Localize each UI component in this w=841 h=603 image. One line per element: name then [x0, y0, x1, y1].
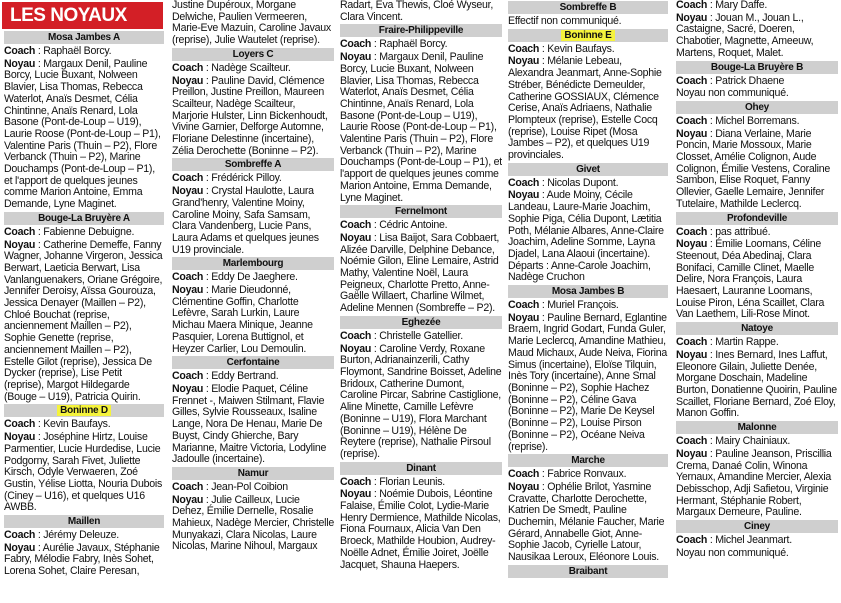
- team-name: Profondeville: [726, 212, 788, 224]
- coach-name: Martin Rappe.: [715, 336, 779, 349]
- coach-label: Coach: [172, 480, 204, 493]
- noyau-label: Noyau: [676, 238, 708, 251]
- noyau-label: Noyau: [4, 541, 36, 554]
- noyau-label: Noyau: [340, 231, 372, 244]
- team-header: [676, 520, 838, 533]
- coach-label: Coach: [340, 475, 372, 488]
- coach-name: Cédric Antoine.: [379, 219, 448, 232]
- noyau-line: Noyau : Crystal Haulotte, Laura Grand'henry, Valentine Moiny, Caroline Moiny, Safa Samsam, Clara Vandenberg, Lucie Pans, Laura Adams et quelques jeunes U19 provinciale.: [172, 185, 319, 256]
- noyau-list: Pauline Bernard, Eglantine Braem, Ingrid Godart, Funda Guler, Marie Leclercq, Amandine Mathieu, Maud Michaux, Aude Neiva, Fiorina Simus (incertaine), Eloïse Tilquin, Inès Tory (incertaine), Anne Smal (Boninne – P2), Sophie Hachez (Boninne – P2), Céline Gava (Boninne – P2), Marie De Keysel (Boninne – P2), Louise Pirson (Boninne – P2), Océane Neiva (reprise).: [508, 311, 667, 453]
- coach-label: Coach: [676, 534, 708, 547]
- noyau-line: Noyau : Pauline Jeanson, Priscillia Crema, Danaé Colin, Winona Yernaux, Amandine Mercier, Alexia Debisschop, Adji Safietou, Virginie Hermant, Stéphanie Robert, Margaux Demeure, Pauline.: [676, 447, 832, 519]
- team-header: [508, 163, 668, 176]
- team-header: [676, 101, 838, 114]
- team-header: [676, 322, 838, 335]
- coach-name: Jérémy Deleuze.: [43, 529, 119, 542]
- coach-name: Florian Leunis.: [379, 475, 445, 488]
- team-header: [340, 462, 502, 475]
- noyau-line: Noyau : Émilie Loomans, Céline Steenout, Déa Abedinaj, Clara Bonifaci, Camille Clinet, Maelle Delire, Nora François, Laura Haesaert, Lauranne Loomans, Louise Piron, Léna Scaillet, Clara Van Laethem, Lili-Rose Minot.: [676, 238, 825, 321]
- team-name: Ciney: [744, 521, 770, 533]
- team-header: [508, 285, 668, 298]
- noyau-label: Noyau: [4, 238, 36, 251]
- coach-label: Coach: [676, 0, 708, 11]
- coach-line: Coach : Fabienne Debuigne.: [4, 225, 135, 238]
- noyau-line: Noyau : Julie Cailleux, Lucie Dehez, Émilie Dernelle, Rosalie Mahieux, Nadège Mercier, Christelle Munyakazi, Clara Nicolas, Laure Nicolas, Marine Nihoul, Margaux: [172, 493, 334, 553]
- coach-name: Kevin Baufays.: [547, 42, 615, 55]
- noyau-note: Noyau non communiqué.: [676, 87, 789, 100]
- coach-label: Coach: [508, 42, 540, 55]
- team-name: Marlembourg: [222, 258, 284, 270]
- coach-label: Coach: [340, 38, 372, 51]
- coach-label: Coach: [508, 299, 540, 312]
- team-name: Sombreffe B: [559, 2, 617, 13]
- noyau-list: Joséphine Hirtz, Louise Parmentier, Lucie Hurdedise, Lucie Podgorny, Sarah Fivet, Juliette Kirsch, Odyle Verwaeren, Zoé Gustin, Yélise Liotta, Nouria Dubois (Ciney – U16), et quelques U16 AWBB.: [4, 431, 163, 514]
- team-name: Namur: [237, 467, 269, 479]
- coach-label: Coach: [4, 45, 36, 57]
- noyau-list: Aurélie Javaux, Stéphanie Fabry, Mélodie Fabry, Inès Sohet, Lorena Sohet, Claire Peresan,: [4, 541, 160, 578]
- team-name: Eghezée: [401, 316, 441, 328]
- noyau-line: Noyau : Margaux Denil, Pauline Borcy, Lucie Buxant, Nolween Blavier, Lisa Thomas, Rebecca Waterlot, Anaïs Desmet, Célia Chintinne, Anaïs Renard, Lola Basone (Pont-de-Loup – U19), Laurie Roose (Pont-de-Loup – P1), Valentine Paris (Thuin – P2), Flore Verbanck (Thuin – P2), Marine Douchamps (Pont-de-Loup – P1), et l'apport de quelques jeunes comme Marion Antoine, Emma Demande, Lyne Maginet.: [340, 51, 502, 204]
- continued-text: Justine Dupéroux, Morgane Delwiche, Paulien Vermeeren, Marie-Eve Mazuin, Caroline Javaux (reprise), Julie Wautelet (reprise).: [172, 0, 331, 47]
- noyau-label: Noyau: [172, 185, 204, 198]
- team-name: Sombreffe A: [224, 159, 282, 171]
- coach-line: Coach : Kevin Baufays.: [4, 418, 111, 431]
- team-name: Malonne: [737, 422, 777, 434]
- noyau-label: Noyau: [676, 11, 708, 24]
- coach-name: pas attribué.: [715, 225, 771, 238]
- noyau-line: Noyau : Margaux Denil, Pauline Borcy, Lucie Buxant, Nolween Blavier, Lisa Thomas, Rebecca Waterlot, Anaïs Desmet, Célia Chintinne, Anaïs Renard, Lola Basone (Pont-de-Loup – U19), Laurie Roose (Pont-de-Loup – P1), Valentine Paris (Thuin – P2), Flore Verbanck (Thuin – P2), Marine Douchamps (Pont-de-Loup – P1), et l'apport de quelques jeunes comme Marion Antoine, Emma Demande, Lyne Maginet.: [4, 57, 161, 211]
- coach-label: Coach: [4, 529, 36, 542]
- team-header: [508, 454, 668, 467]
- team-header: [4, 212, 164, 225]
- team-header: [676, 212, 838, 225]
- coach-name: Kevin Baufays.: [43, 418, 111, 431]
- page-title: LES NOYAUX: [2, 2, 163, 29]
- team-name: Mosa Jambes A: [48, 32, 120, 43]
- coach-name: Eddy Bertrand.: [211, 370, 279, 383]
- coach-label: Coach: [676, 225, 708, 238]
- coach-label: Coach: [508, 176, 540, 189]
- team-header: [508, 565, 668, 578]
- noyau-line: Noyau : Pauline David, Clémence Preillon, Justine Preillon, Maureen Scailteur, Nadège Scailteur, Marjorie Hulster, Linn Bickenhoudt, Vivine Garnier, Delforge Automne, Floriane Delestinne (incertaine), Zélia Derochette (Boninne – P2).: [172, 74, 328, 157]
- noyau-line: Noyau : Catherine Demeffe, Fanny Wagner, Johanne Virgeron, Jessica Berwart, Laeticia Berwart, Lisa Vanlanguenakers, Oriane Grégoire, Jennifer Deroisy, Aïssa Gourouza, Jessica Denayer (Maillen – P2), Chloé Bouchat (reprise, anciennement Maillen – P2), Sophie Genette (reprise, anciennement Maillen – P2), Estelle Gilot (reprise), Jessica De Dycker (reprise), Lise Petit (reprise), Margot Hildegarde (Bouge – U19), Patricia Quirin.: [4, 238, 163, 403]
- team-name: Braibant: [568, 565, 608, 577]
- noyau-label: Noyau: [508, 480, 540, 493]
- coach-line: Coach : Michel Borremans.: [676, 114, 800, 127]
- noyau-label: Noyau: [676, 447, 708, 460]
- coach-label: Coach: [340, 219, 372, 232]
- noyau-list: Julie Cailleux, Lucie Dehez, Émilie Dernelle, Rosalie Mahieux, Nadège Mercier, Christelle Munyakazi, Clara Nicolas, Laure Nicolas, Marine Nihoul, Margaux: [172, 493, 334, 553]
- coach-name: Michel Jeanmart.: [715, 534, 792, 547]
- noyau-line: Noyau : Joséphine Hirtz, Louise Parmentier, Lucie Hurdedise, Lucie Podgorny, Sarah Fivet, Juliette Kirsch, Odyle Verwaeren, Zoé Gustin, Yélise Liotta, Nouria Dubois (Ciney – U16), et quelques U16 AWBB.: [4, 431, 163, 514]
- noyau-list: Aude Moiny, Cécile Landeau, Laure-Marie Joachim, Sophie Piga, Célia Dupont, Lætitia Poth, Mélanie Albares, Anne-Claire Joachim, Adeline Somme, Layna Djadel, Lana Alaoui (incertaine). Départs : Anne-Carole Joachim, Nadège Cruchon: [508, 189, 664, 284]
- coach-line: Coach : Eddy De Jaeghere.: [172, 271, 298, 284]
- team-name: Fraire-Philippeville: [378, 25, 464, 37]
- coach-line: Coach : Patrick Dhaene: [676, 74, 785, 87]
- noyau-list: Noémie Dubois, Léontine Falaise, Émilie Colot, Lydie-Marie Henry Dermience, Mathilde Nicolas, Fiona Fournaux, Alicia Van Den Broeck, Mathilde Houbion, Audrey-Noëlle Adnet, Émilie Joiret, Joëlle Jacquet, Shauna Haepers.: [340, 488, 501, 571]
- coach-line: Coach : Mary Daffe.: [676, 0, 768, 11]
- team-name: Loyers C: [232, 48, 274, 60]
- team-name: Mosa Jambes B: [551, 286, 625, 298]
- noyau-list: Émilie Loomans, Céline Steenout, Déa Abedinaj, Clara Bonifaci, Camille Clinet, Maelle Delire, Nora François, Laura Haesaert, Lauranne Loomans, Louise Piron, Léna Scaillet, Clara Van Laethem, Lili-Rose Minot.: [676, 238, 825, 321]
- team-name: Marche: [571, 455, 605, 467]
- team-header: [172, 356, 334, 369]
- noyau-list: Pauline Jeanson, Priscillia Crema, Danaé Colin, Winona Yernaux, Amandine Mercier, Alexia Debisschop, Adji Safietou, Virginie Hermant, Stéphanie Robert, Margaux Demeure, Pauline.: [676, 447, 832, 519]
- coach-name: Mairy Chainiaux.: [715, 435, 791, 448]
- team-name: Fernelmont: [395, 206, 447, 218]
- coach-label: Coach: [172, 172, 204, 185]
- noyau-label: Noyau: [340, 488, 372, 501]
- noyau-line: Noyau : Elodie Paquet, Céline Frennet -, Maiwen Stilmant, Flavie Gilles, Sylvie Rousseaux, Isaline Lange, Nora De Henau, Marie De Buyst, Cindy Ghierche, Bary Marianne, Maitre Victoria, Lodyline Jadoulle (incertaine).: [172, 382, 327, 466]
- noyau-line: Noyau : Aude Moiny, Cécile Landeau, Laure-Marie Joachim, Sophie Piga, Célia Dupont, Lætitia Poth, Mélanie Albares, Anne-Claire Joachim, Adeline Somme, Layna Djadel, Lana Alaoui (incertaine). Départs : Anne-Carole Joachim, Nadège Cruchon: [508, 189, 664, 284]
- team-name: Maillen: [67, 516, 101, 528]
- coach-name: Jean-Pol Coibion: [211, 480, 288, 493]
- coach-name: Muriel François.: [547, 299, 619, 312]
- coach-name: Eddy De Jaeghere.: [211, 271, 298, 284]
- noyau-list: Margaux Denil, Pauline Borcy, Lucie Buxant, Nolween Blavier, Lisa Thomas, Rebecca Waterlot, Anaïs Desmet, Célia Chintinne, Anaïs Renard, Lola Basone (Pont-de-Loup – U19), Laurie Roose (Pont-de-Loup – P1), Valentine Paris (Thuin – P2), Flore Verbanck (Thuin – P2), Marine Douchamps (Pont-de-Loup – P1), et l'apport de quelques jeunes comme Marion Antoine, Emma Demande, Lyne Maginet.: [340, 51, 502, 204]
- team-header: [4, 515, 164, 528]
- coach-name: Fabrice Ronvaux.: [547, 468, 627, 481]
- noyau-line: Noyau : Caroline Verdy, Roxane Burton, Adrianainzerili, Cathy Floymont, Sandrine Boisset, Adeline Bridoux, Catherine Dumont, Caroline Pircar, Sabrine Castiglione, Aline Minette, Camille Lefèvre (Boninne – U19), Flora Marchant (Boninne – U19), Hélène De Reytere (reprise), Nathalie Pirsoul (reprise).: [340, 342, 502, 460]
- coach-line: Coach : Florian Leunis.: [340, 475, 445, 488]
- team-header: [340, 24, 502, 37]
- noyau-line: Noyau : Ophélie Brilot, Yasmine Cravatte, Charlotte Derochette, Katrien De Smedt, Pauline Duchemin, Mélanie Faucher, Marie Gérard, Annabelle Giot, Anne-Sophie Jacob, Cyrielle Latour, Nausikaa Leroux, Eléonore Louis.: [508, 480, 665, 564]
- coach-name: Fabienne Debuigne.: [43, 225, 135, 238]
- coach-line: Coach : Nicolas Dupont.: [508, 176, 619, 189]
- coach-label: Coach: [676, 74, 708, 87]
- coach-line: Coach : Kevin Baufays.: [508, 42, 615, 55]
- column-2: [172, 0, 334, 603]
- team-name: Boninne D: [57, 405, 111, 416]
- coach-name: Raphaël Borcy.: [379, 38, 448, 51]
- coach-label: Coach: [4, 418, 36, 431]
- noyau-list: Mélanie Lebeau, Alexandra Jeanmart, Anne-Sophie Stréber, Bénédicte Demeulder, Catherine GOSSIAUX, Clémence Cerise, Anaïs Adriaens, Nathalie Plompteux (reprise), Estelle Cocq (reprise), Louise Ripet (Mosa Jambes – P2), et quelques U19 provinciales.: [508, 55, 662, 162]
- noyau-line: Noyau : Noémie Dubois, Léontine Falaise, Émilie Colot, Lydie-Marie Henry Dermience, Mathilde Nicolas, Fiona Fournaux, Alicia Van Den Broeck, Mathilde Houbion, Audrey-Noëlle Adnet, Émilie Joiret, Joëlle Jacquet, Shauna Haepers.: [340, 488, 501, 571]
- noyau-line: Noyau : Pauline Bernard, Eglantine Braem, Ingrid Godart, Funda Guler, Marie Leclercq, Amandine Mathieu, Maud Michaux, Aude Neiva, Fiorina Simus (incertaine), Eloïse Tilquin, Inès Tory (incertaine), Anne Smal (Boninne – P2), Sophie Hachez (Boninne – P2), Céline Gava (Boninne – P2), Marie De Keysel (Boninne – P2), Louise Pirson (Boninne – P2), Océane Neiva (reprise).: [508, 311, 667, 453]
- noyau-label: Noyau: [4, 57, 36, 70]
- noyau-list: Marie Dieudonné, Clémentine Goffin, Charlotte Lefèvre, Sarah Lurkin, Laure Michau Maera Minique, Jeanne Pasquier, Lorena Buttignol, et Heyzer Carlier, Lou Demoulin.: [172, 284, 313, 355]
- noyau-label: Noyau: [172, 382, 204, 395]
- coach-name: Patrick Dhaene: [715, 74, 785, 87]
- coach-line: Coach : Nadège Scailteur.: [172, 61, 291, 74]
- team-name: Givet: [576, 163, 600, 175]
- noyau-label: Noyau: [508, 311, 540, 324]
- team-header: [172, 158, 334, 171]
- coach-label: Coach: [676, 435, 708, 448]
- coach-name: Raphaël Borcy.: [43, 45, 112, 57]
- noyau-list: Crystal Haulotte, Laura Grand'henry, Valentine Moiny, Caroline Moiny, Safa Samsam, Clara Vandenberg, Lucie Pans, Laura Adams et quelques jeunes U19 provinciale.: [172, 185, 319, 256]
- noyau-label: Noyau: [172, 493, 204, 506]
- column-3: [340, 0, 502, 603]
- team-name: Dinant: [406, 462, 436, 474]
- coach-label: Coach: [340, 329, 372, 342]
- noyau-label: Noyau: [676, 348, 708, 361]
- coach-name: Nadège Scailteur.: [211, 61, 291, 74]
- team-name: Bouge-La Bruyère B: [710, 61, 804, 73]
- noyau-label: Noyau: [172, 284, 204, 297]
- coach-label: Coach: [676, 114, 708, 127]
- continued-text: Radart, Eva Thewis, Cloé Wyseur, Clara Vincent.: [340, 0, 494, 23]
- coach-line: Coach : Michel Jeanmart.: [676, 534, 792, 547]
- coach-line: Coach : Cédric Antoine.: [340, 219, 448, 232]
- noyau-label: Noyau: [508, 189, 540, 202]
- noyau-list: Jouan M., Jouan L., Castaigne, Sacré, Doeren, Chabotier, Magnette, Ameeuw, Martens, Roquet, Malet.: [676, 11, 814, 59]
- noyau-label: Noyau: [172, 74, 204, 87]
- coach-name: Frédérick Pilloy.: [211, 172, 282, 185]
- coach-name: Mary Daffe.: [715, 0, 768, 11]
- coach-line: Coach : Raphaël Borcy.: [340, 38, 448, 51]
- noyau-label: Noyau: [340, 51, 372, 64]
- coach-line: Coach : Jérémy Deleuze.: [4, 529, 119, 542]
- noyau-line: Noyau : Lisa Baijot, Sara Cobbaert, Alizée Darville, Delphine Debance, Noémie Gilon, Eline Lemaire, Astrid Mathy, Valentine Noël, Laura Peigneux, Charlotte Pretto, Anne-Gaëlle Willaert, Charline Wilmet, Adeline Mennen (Sombreffe – P2).: [340, 231, 500, 315]
- noyau-list: Ines Bernard, Ines Laffut, Eleonore Gilain, Juliette Denée, Morgane Doschain, Madeline Burton, Donatienne Quoirin, Pauline Scaillet, Floriane Bernard, Zoé Eloy, Manon Goffin.: [676, 348, 837, 420]
- coach-line: Coach : Frédérick Pilloy.: [172, 172, 282, 185]
- noyau-list: Ophélie Brilot, Yasmine Cravatte, Charlotte Derochette, Katrien De Smedt, Pauline Duchemin, Mélanie Faucher, Marie Gérard, Annabelle Giot, Anne-Sophie Jacob, Cyrielle Latour, Nausikaa Leroux, Eléonore Louis.: [508, 480, 665, 564]
- coach-line: Coach : Christelle Gatellier.: [340, 329, 463, 342]
- coach-label: Coach: [172, 61, 204, 74]
- column-1: [4, 30, 164, 603]
- team-header: [676, 61, 838, 74]
- team-header: [508, 29, 668, 42]
- team-header: [172, 48, 334, 61]
- team-note: Effectif non communiqué.: [508, 15, 622, 27]
- coach-label: Coach: [172, 271, 204, 284]
- noyau-label: Noyau: [340, 342, 372, 355]
- noyau-list: Diana Verlaine, Marie Poncin, Marie Mossoux, Marie Closset, Amélie Colignon, Aude Colignon, Émilie Vestens, Coraline Sambon, Elise Roquet, Fanny Ollevier, Gaelle Lemaire, Jennifer Tutelaire, Mathilde Leclercq.: [676, 127, 831, 210]
- coach-name: Nicolas Dupont.: [547, 176, 619, 189]
- noyau-line: Noyau : Diana Verlaine, Marie Poncin, Marie Mossoux, Marie Closset, Amélie Colignon, Aude Colignon, Émilie Vestens, Coraline Sambon, Elise Roquet, Fanny Ollevier, Gaelle Lemaire, Jennifer Tutelaire, Mathilde Leclercq.: [676, 127, 831, 210]
- team-header: [676, 421, 838, 434]
- noyau-line: Noyau : Ines Bernard, Ines Laffut, Eleonore Gilain, Juliette Denée, Morgane Doschain, Madeline Burton, Donatienne Quoirin, Pauline Scaillet, Floriane Bernard, Zoé Eloy, Manon Goffin.: [676, 348, 837, 420]
- coach-name: Michel Borremans.: [715, 114, 800, 127]
- coach-label: Coach: [172, 370, 204, 383]
- noyau-line: Noyau : Mélanie Lebeau, Alexandra Jeanmart, Anne-Sophie Stréber, Bénédicte Demeulder, Catherine GOSSIAUX, Clémence Cerise, Anaïs Adriaens, Nathalie Plompteux (reprise), Estelle Cocq (reprise), Louise Ripet (Mosa Jambes – P2), et quelques U19 provinciales.: [508, 55, 662, 162]
- column-4: [508, 0, 668, 603]
- team-header: [340, 205, 502, 218]
- coach-line: Coach : Martin Rappe.: [676, 336, 779, 349]
- coach-line: Coach : pas attribué.: [676, 225, 771, 238]
- coach-label: Coach: [508, 468, 540, 481]
- coach-line: Coach : Raphaël Borcy.: [4, 45, 112, 57]
- coach-label: Coach: [4, 225, 36, 238]
- coach-label: Coach: [676, 336, 708, 349]
- noyau-line: Noyau : Marie Dieudonné, Clémentine Goffin, Charlotte Lefèvre, Sarah Lurkin, Laure Michau Maera Minique, Jeanne Pasquier, Lorena Buttignol, et Heyzer Carlier, Lou Demoulin.: [172, 284, 313, 355]
- team-header: [4, 31, 164, 44]
- noyau-list: Lisa Baijot, Sara Cobbaert, Alizée Darville, Delphine Debance, Noémie Gilon, Eline Lemaire, Astrid Mathy, Valentine Noël, Laura Peigneux, Charlotte Pretto, Anne-Gaëlle Willaert, Charline Wilmet, Adeline Mennen (Sombreffe – P2).: [340, 231, 500, 315]
- noyau-note: Noyau non communiqué.: [676, 546, 789, 559]
- noyau-label: Noyau: [4, 431, 36, 444]
- noyau-list: Catherine Demeffe, Fanny Wagner, Johanne Virgeron, Jessica Berwart, Laeticia Berwart, Lisa Vanlanguenakers, Oriane Grégoire, Jennifer Deroisy, Aïssa Gourouza, Jessica Denayer (Maillen – P2), Chloé Bouchat (reprise, anciennement Maillen – P2), Sophie Genette (reprise, anciennement Maillen – P2), Estelle Gilot (reprise), Jessica De Dycker (reprise), Lise Petit (reprise), Margot Hildegarde (Bouge – U19), Patricia Quirin.: [4, 238, 163, 403]
- team-header: [172, 467, 334, 480]
- team-name: Cerfontaine: [226, 357, 280, 369]
- noyau-list: Margaux Denil, Pauline Borcy, Lucie Buxant, Nolween Blavier, Lisa Thomas, Rebecca Waterlot, Anaïs Desmet, Célia Chintinne, Anaïs Renard, Lola Basone (Pont-de-Loup – U19), Laurie Roose (Pont-de-Loup – P1), Valentine Paris (Thuin – P2), Flore Verbanck (Thuin – P2), Marine Douchamps (Pont-de-Loup – P1), et l'apport de quelques jeunes comme Marion Antoine, Emma Demande, Lyne Maginet.: [4, 57, 161, 211]
- coach-line: Coach : Muriel François.: [508, 299, 619, 312]
- coach-name: Christelle Gatellier.: [379, 329, 463, 342]
- team-header: [340, 316, 502, 329]
- coach-line: Coach : Mairy Chainiaux.: [676, 435, 791, 448]
- coach-line: Coach : Fabrice Ronvaux.: [508, 468, 627, 481]
- team-name: Bouge-La Bruyère A: [38, 212, 130, 224]
- team-header: [508, 1, 668, 14]
- team-name: Natoye: [741, 323, 773, 335]
- noyau-list: Pauline David, Clémence Preillon, Justine Preillon, Maureen Scailteur, Nadège Scailteur, Marjorie Hulster, Linn Bickenhoudt, Vivine Garnier, Delforge Automne, Floriane Delestinne (incertaine), Zélia Derochette (Boninne – P2).: [172, 74, 328, 157]
- team-header: [172, 257, 334, 270]
- noyau-list: Elodie Paquet, Céline Frennet -, Maiwen Stilmant, Flavie Gilles, Sylvie Rousseaux, Isaline Lange, Nora De Henau, Marie De Buyst, Cindy Ghierche, Bary Marianne, Maitre Victoria, Lodyline Jadoulle (incertaine).: [172, 382, 327, 466]
- noyau-line: Noyau : Aurélie Javaux, Stéphanie Fabry, Mélodie Fabry, Inès Sohet, Lorena Sohet, Claire Peresan,: [4, 541, 160, 578]
- team-header: [4, 404, 164, 417]
- team-name: Ohey: [744, 101, 769, 113]
- team-name: Boninne E: [561, 30, 614, 41]
- coach-line: Coach : Jean-Pol Coibion: [172, 480, 288, 493]
- column-5: [676, 0, 838, 603]
- noyau-line: Noyau : Jouan M., Jouan L., Castaigne, Sacré, Doeren, Chabotier, Magnette, Ameeuw, Martens, Roquet, Malet.: [676, 11, 814, 59]
- noyau-label: Noyau: [676, 127, 708, 140]
- noyau-list: Caroline Verdy, Roxane Burton, Adrianainzerili, Cathy Floymont, Sandrine Boisset, Adeline Bridoux, Catherine Dumont, Caroline Pircar, Sabrine Castiglione, Aline Minette, Camille Lefèvre (Boninne – U19), Flora Marchant (Boninne – U19), Hélène De Reytere (reprise), Nathalie Pirsoul (reprise).: [340, 342, 502, 460]
- coach-line: Coach : Eddy Bertrand.: [172, 370, 279, 383]
- noyau-label: Noyau: [508, 55, 540, 68]
